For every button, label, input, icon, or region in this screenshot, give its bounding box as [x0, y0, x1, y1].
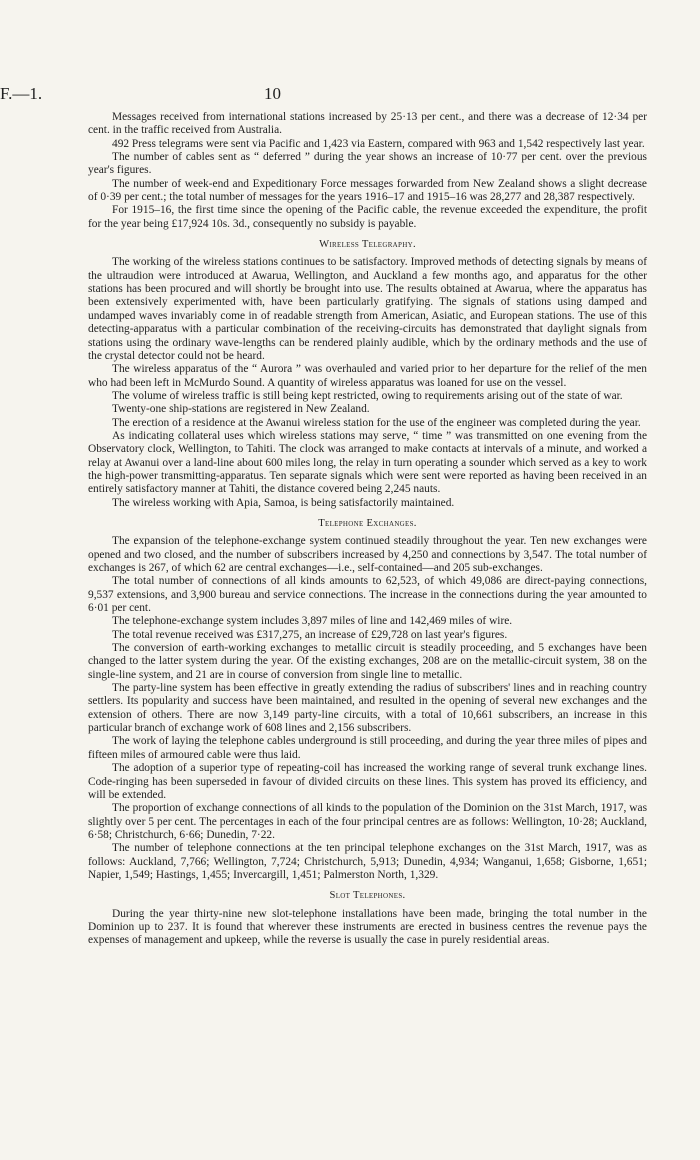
- slot-section: [88, 889, 647, 947]
- paragraph: The volume of wireless traffic is still being kept restricted, owing to requirements arising out of the state of war.: [112, 389, 623, 402]
- paragraph: The proportion of exchange connections of all kinds to the population of the Dominion on the 31st March, 1917, was slightly over 5 per cent. The percentages in each of the four principal centres are as follows: Wellington, 10·28; Auckland, 6·58; Christchurch, 6·66; Dunedin, 7·22.: [88, 802, 647, 841]
- paragraph: The adoption of a superior type of repeating-coil has increased the working range of several trunk exchange lines. Code-ringing has been superseded in favour of divided circuits on these lines. This system has proved its efficiency, and will be extended.: [88, 762, 647, 801]
- page-body: [88, 111, 647, 948]
- report-reference: F.—1.: [0, 84, 43, 103]
- paragraph: For 1915–16, the first time since the opening of the Pacific cable, the revenue exceeded the expenditure, the profit for the year being £17,924 10s. 3d., consequently no subsidy is payable.: [88, 204, 647, 230]
- paragraph: The telephone-exchange system includes 3,897 miles of line and 142,469 miles of wire.: [112, 615, 513, 628]
- paragraph: The work of laying the telephone cables underground is still proceeding, and during the year three miles of pipes and fifteen miles of armoured cable were thus laid.: [88, 735, 647, 761]
- telephone-section: [88, 517, 647, 882]
- paragraph: 492 Press telegrams were sent via Pacific and 1,423 via Eastern, compared with 963 and 1,542 respectively last year.: [112, 137, 645, 150]
- paragraph: Messages received from international stations increased by 25·13 per cent., and there was a decrease of 12·34 per cent. in the traffic received from Australia.: [88, 111, 647, 137]
- paragraph: The conversion of earth-working exchanges to metallic circuit is steadily proceeding, and 5 exchanges have been changed to the latter system during the year. Of the existing exchanges, 208 are on the metallic-circuit system, 38 on the single-line system, and 21 are in course of conversion from single line to metallic.: [88, 642, 647, 681]
- paragraph: The total number of connections of all kinds amounts to 62,523, of which 49,086 are direct-paying connections, 9,537 extensions, and 3,900 bureau and service connections. The increase in the connections during the year amounted to 6·01 per cent.: [88, 575, 647, 615]
- paragraph: The party-line system has been effective in greatly extending the radius of subscribers' lines and in reaching country settlers. Its popularity and success have been maintained, and resulted in the opening of several new exchanges and the extension of others. There are now 3,149 party-line circuits, with a total of 10,661 subscribers, an increase in this particular branch of exchange work of 608 lines and 2,156 subscribers.: [88, 682, 647, 735]
- section-heading-slot: Slot Telephones.: [329, 890, 406, 902]
- paragraph: During the year thirty-nine new slot-telephone installations have been made, bringing the total number in the Dominion up to 237. It is found that wherever these instruments are erected in business centres the revenue pays the expenses of management and upkeep, while the reverse is usually the case in purely residential areas.: [88, 907, 647, 947]
- wireless-section: [88, 238, 647, 510]
- page-number: 10: [264, 84, 281, 103]
- paragraph: The number of telephone connections at the ten principal telephone exchanges on the 31st March, 1917, was as follows: Auckland, 7,766; Wellington, 7,724; Christchurch, 5,913; Dunedin, 4,934; Wanganui, 1,658; Gisborne, 1,651; Napier, 1,549; Hastings, 1,455; Invercargill, 1,451; Palmerston North, 1,329.: [88, 842, 647, 881]
- paragraph: As indicating collateral uses which wireless stations may serve, “ time ” was transmitted on one evening from the Observatory clock, Wellington, to Tahiti. The clock was arranged to make contacts at intervals of a minute, and worked a relay at Awanui over a land-line about 600 miles long, the relay in turn operating a sounder which served as a key to work the high-power transmitting-apparatus. Ten separate signals which were sent were reported as having been received in an entirely satisfactory manner at Tahiti, the distance covered being 2,245 nauts.: [88, 429, 647, 496]
- paragraph: The expansion of the telephone-exchange system continued steadily throughout the year. Ten new exchanges were opened and two closed, and the number of subscribers increased by 4,250 and connections by 3,547. The total number of exchanges is 267, of which 62 are central exchanges—i.e., self-contained—and 205 sub-exchanges.: [88, 535, 647, 574]
- section-heading-telephone: Telephone Exchanges.: [318, 517, 417, 529]
- section-heading-wireless: Wireless Telegraphy.: [319, 239, 416, 251]
- paragraph: The number of week-end and Expeditionary Force messages forwarded from New Zealand shows a slight decrease of 0·39 per cent.; the total number of messages for the years 1916–17 and 1915–16 was 28,277 and 28,387 respectively.: [88, 177, 647, 204]
- paragraph: The total revenue received was £317,275, an increase of £29,728 on last year's figures.: [112, 628, 508, 641]
- paragraph: The wireless working with Apia, Samoa, is being satisfactorily maintained.: [112, 496, 455, 509]
- paragraph: The erection of a residence at the Awanui wireless station for the use of the engineer was completed during the year.: [112, 416, 641, 429]
- paragraph: Twenty-one ship-stations are registered in New Zealand.: [112, 403, 370, 416]
- paragraph: The working of the wireless stations continues to be satisfactory. Improved methods of detecting signals by means of the ultraudion were introduced at Awarua, Wellington, and Auckland a few months ago, and apparatus for the other stations has been procured and will shortly be brought into use. The results obtained at Awarua, where the apparatus has been extensively experimented with, have been particularly gratifying. The signals of stations using damped and undamped waves invariably come in of readable strength from American, Asiatic, and European stations. The use of this detecting-apparatus with a particular combination of the receiving-circuits has demonstrated that daylight signals from stations using the ordinary wave-lengths can be rendered plainly audible, which by the ordinary methods and the use of the crystal detector could not be heard.: [88, 256, 647, 362]
- paragraph: The number of cables sent as “ deferred ” during the year shows an increase of 10·77 per cent. over the previous year's figures.: [88, 151, 647, 177]
- paragraph: The wireless apparatus of the “ Aurora ” was overhauled and varied prior to her departure for the relief of the men who had been left in McMurdo Sound. A quantity of wireless apparatus was loaned for use on the vessel.: [88, 363, 647, 389]
- intro-section: [88, 111, 647, 231]
